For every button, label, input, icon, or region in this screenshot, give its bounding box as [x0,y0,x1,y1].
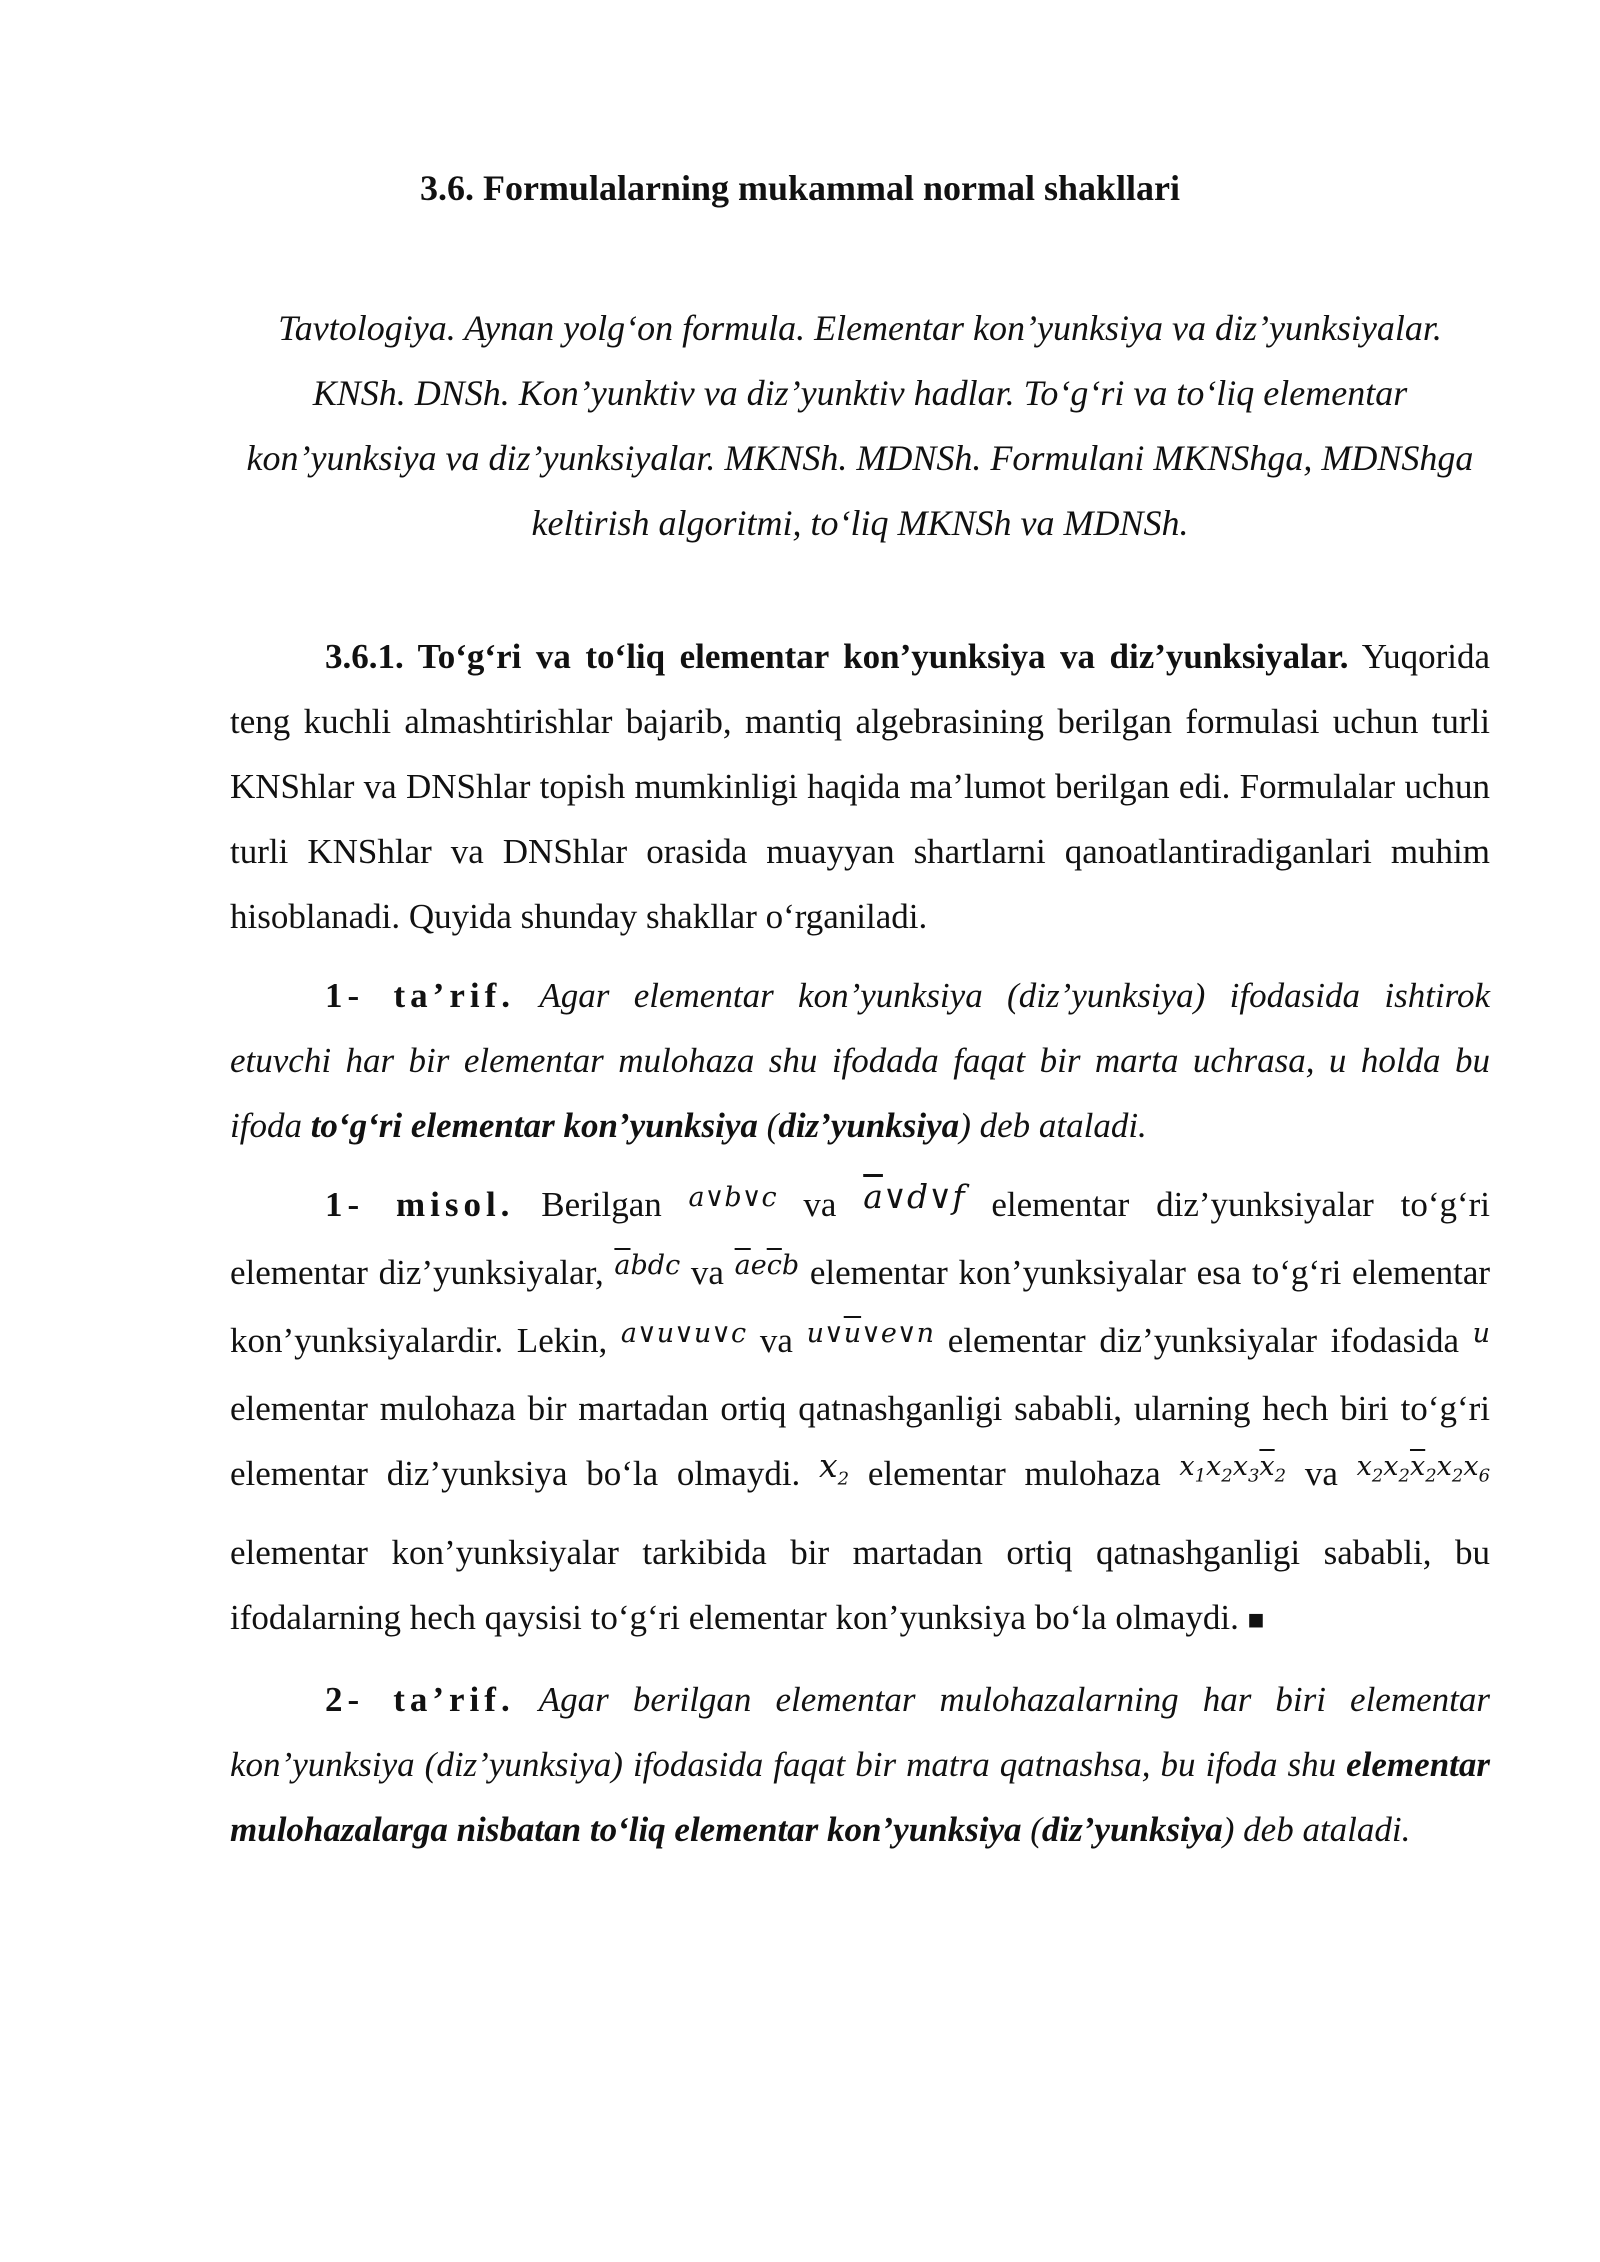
formula-not-a-bdc: abdc [614,1250,681,1281]
example-1-text: elementar mulohaza [867,1454,1161,1493]
formula-not-a-e-not-c-b: aecb [734,1250,800,1281]
definition-2-term-2: diz’yunksiya [1041,1809,1223,1849]
example-1-text: elementar mulohaza bir martadan ortiq qatnashganligi sababli, ularning hech biri to‘g‘ri elementar diz’yunksiya bo‘la olmaydi. [230,1389,1490,1493]
definition-2 [230,1667,1490,1862]
definition-1-label: 1- ta’rif. [325,976,515,1015]
example-1-text: elementar diz’yunksiyalar to‘g‘ri elementar diz’yunksiyalar, [230,1185,1491,1292]
example-1-text: elementar diz’yunksiyalar ifodasida [947,1321,1459,1360]
formula-x2-x2-not-x2-x2-x6: x2x2x2x2x6 [1356,1451,1491,1487]
page-title: 3.6. Formulalarning mukammal normal shakllari [419,168,1181,208]
formula-not-a-or-d-or-f: $\overline{a}\vee d\vee f$ [863,1177,965,1216]
formula-a-or-u-or-u-or-c: a∨u∨u∨c [620,1318,747,1349]
definition-2-paren: ( [1021,1809,1042,1849]
definition-2-ending: deb ataladi. [1243,1809,1411,1849]
definition-1-term: to‘g‘ri elementar kon’yunksiya [310,1106,758,1145]
definition-1-ending: ) deb ataladi. [959,1106,1147,1145]
formula-x2: $x_2$ [819,1446,850,1490]
definition-1 [230,963,1490,1158]
formula-u: u [1472,1318,1491,1349]
section-heading: 3.6.1. To‘g‘ri va to‘liq elementar kon’yunksiya va diz’yunksiyalar. [325,637,1349,676]
end-of-proof-icon: ■ [1247,1604,1265,1636]
example-1-text: va [1304,1454,1338,1493]
definition-2-label: 2- ta’rif. [325,1679,515,1719]
example-1-text: elementar kon’yunksiyalar tarkibida bir martadan ortiq qatnashganligi sababli, bu ifodalarning hech qaysisi to‘g‘ri elementar kon’yunksiya bo‘la olmaydi. [230,1532,1490,1637]
example-1-text: elementar kon’yunksiyalar esa to‘g‘ri elementar kon’yunksiyalardir. Lekin, [230,1253,1491,1360]
formula-u-or-not-u-or-e-or-n: u∨u∨e∨n [806,1318,935,1349]
section-text: Yuqorida teng kuchli almashtirishlar bajarib, mantiq algebrasining berilgan formulasi uchun turli KNShlar va DNShlar topish mumkinligi haqida ma’lumot berilgan edi. Formulalar uchun turli KNShlar va DNShlar orasida muayyan shartlarni qanoatlantiradiganlari muhim hisoblanadi. Quyida shunday shakllar o‘rganiladi. [230,637,1491,936]
example-1-label: 1- misol. [325,1185,515,1224]
example-1 [230,1172,1490,1653]
definition-2-paren-close: ) [1222,1809,1235,1849]
abstract-keywords: Tavtologiya. Aynan yolg‘on formula. Elementar kon’yunksiya va diz’yunksiyalar. KNSh. DNSh. Kon’yunktiv va diz’yunktiv hadlar. To‘g‘ri va to‘liq elementar kon’yunksiya va diz’yunksiyalar. MKNSh. MDNSh. Formulani MKNShga, MDNShga keltirish algoritmi, to‘liq MKNSh va MDNSh. [246,308,1474,543]
main-text [230,624,1490,1876]
definition-2-text: Agar berilgan elementar mulohazalarning har biri elementar kon’yunksiya (diz’yunksiya) ifodasida faqat bir matra qatnashsa, bu ifoda shu [230,1679,1490,1784]
definition-1-paren: ( [757,1106,779,1145]
example-1-text: va [803,1185,837,1224]
definition-1-term-2: diz’yunksiya [778,1106,960,1145]
section-paragraph [230,624,1490,949]
example-1-text: Berilgan [541,1185,662,1224]
definition-2-term: elementar mulohazalarga nisbatan to‘liq elementar kon’yunksiya [230,1744,1491,1849]
example-1-text: va [759,1321,793,1360]
formula-x1-x2-x3-not-x2: x1x2x3x2 [1179,1451,1287,1487]
definition-1-text: Agar elementar kon’yunksiya (diz’yunksiya) ifodasida ishtirok etuvchi har bir elementar mulohaza shu ifodada faqat bir marta uchrasa, u holda bu ifoda [230,976,1490,1145]
formula-a-or-b-or-c: a∨b∨c [688,1182,777,1213]
example-1-text: va [690,1253,724,1292]
